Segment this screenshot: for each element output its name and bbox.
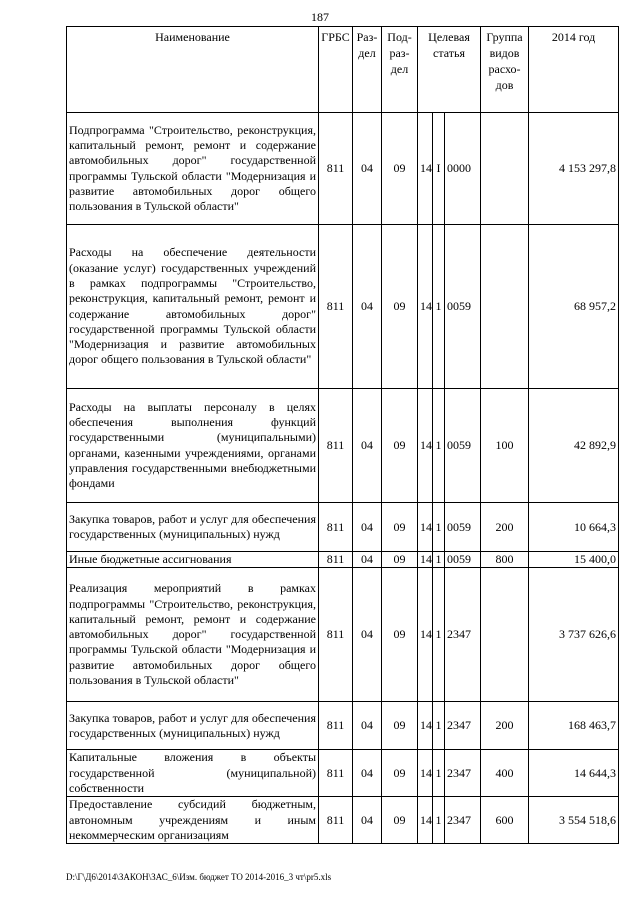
row-name: Закупка товаров, работ и услуг для обеспечения государственных (муниципальных) нужд [67, 702, 319, 750]
row-target-subprogram: 1 [433, 797, 445, 844]
row-target-direction: 0059 [445, 225, 481, 389]
row-target-subprogram: 1 [433, 702, 445, 750]
row-grbs: 811 [319, 389, 353, 503]
row-amount: 4 153 297,8 [529, 113, 619, 225]
row-target-direction: 2347 [445, 750, 481, 797]
row-podrazdel: 09 [382, 750, 418, 797]
table-row [67, 750, 619, 797]
row-target-direction: 0059 [445, 552, 481, 568]
row-target-program: 14 [418, 113, 433, 225]
row-grbs: 811 [319, 113, 353, 225]
row-target-program: 14 [418, 750, 433, 797]
row-podrazdel: 09 [382, 552, 418, 568]
table-header-row [67, 27, 619, 113]
row-expense-group [481, 568, 529, 702]
row-razdel: 04 [353, 568, 382, 702]
table-row [67, 568, 619, 702]
row-grbs: 811 [319, 503, 353, 552]
row-target-program: 14 [418, 552, 433, 568]
row-target-subprogram: 1 [433, 568, 445, 702]
table-row [67, 503, 619, 552]
row-amount: 15 400,0 [529, 552, 619, 568]
row-podrazdel: 09 [382, 702, 418, 750]
row-amount: 168 463,7 [529, 702, 619, 750]
table-row [67, 389, 619, 503]
row-amount: 3 737 626,6 [529, 568, 619, 702]
row-target-program: 14 [418, 389, 433, 503]
row-grbs: 811 [319, 797, 353, 844]
row-target-direction: 2347 [445, 702, 481, 750]
budget-table [66, 26, 619, 844]
row-razdel: 04 [353, 503, 382, 552]
row-name: Предоставление субсидий бюджетным, автономным учреждениям и иным некоммерческим организациям [67, 797, 319, 844]
row-expense-group: 400 [481, 750, 529, 797]
row-name: Закупка товаров, работ и услуг для обеспечения государственных (муниципальных) нужд [67, 503, 319, 552]
row-name: Подпрограмма "Строительство, реконструкция, капитальный ремонт, ремонт и содержание автомобильных дорог" государственной программы Тульской области "Модернизация и развитие автомобильных дорог общего пользования в Тульской области" [67, 113, 319, 225]
row-target-program: 14 [418, 503, 433, 552]
row-expense-group: 100 [481, 389, 529, 503]
row-target-subprogram: 1 [433, 503, 445, 552]
table-body [67, 113, 619, 844]
row-razdel: 04 [353, 750, 382, 797]
row-podrazdel: 09 [382, 797, 418, 844]
header-podrazdel: Под- раз- дел [382, 27, 418, 113]
row-amount: 3 554 518,6 [529, 797, 619, 844]
header-year: 2014 год [529, 27, 619, 113]
row-target-direction: 2347 [445, 568, 481, 702]
row-amount: 42 892,9 [529, 389, 619, 503]
row-name: Реализация мероприятий в рамках подпрограммы "Строительство, реконструкция, капитальный ремонт, ремонт и содержание автомобильных дорог" государственной программы Тульской области "Модернизация и развитие автомобильных дорог общего пользования в Тульской области" [67, 568, 319, 702]
row-grbs: 811 [319, 750, 353, 797]
row-grbs: 811 [319, 552, 353, 568]
row-target-subprogram: 1 [433, 552, 445, 568]
row-expense-group: 200 [481, 702, 529, 750]
row-amount: 10 664,3 [529, 503, 619, 552]
row-name: Иные бюджетные ассигнования [67, 552, 319, 568]
row-target-subprogram: 1 [433, 389, 445, 503]
row-podrazdel: 09 [382, 389, 418, 503]
table-row [67, 797, 619, 844]
table-row [67, 702, 619, 750]
row-target-subprogram: 1 [433, 225, 445, 389]
row-target-subprogram: 1 [433, 750, 445, 797]
table-row [67, 225, 619, 389]
row-target-program: 14 [418, 702, 433, 750]
page-number: 187 [311, 10, 329, 24]
header-razdel: Раз- дел [353, 27, 382, 113]
header-expense-group: Группа видов расхо- дов [481, 27, 529, 113]
table-row [67, 552, 619, 568]
row-expense-group: 800 [481, 552, 529, 568]
row-razdel: 04 [353, 797, 382, 844]
row-amount: 68 957,2 [529, 225, 619, 389]
row-name: Капитальные вложения в объекты государственной (муниципальной) собственности [67, 750, 319, 797]
header-grbs: ГРБС [319, 27, 353, 113]
row-podrazdel: 09 [382, 503, 418, 552]
row-grbs: 811 [319, 702, 353, 750]
row-grbs: 811 [319, 568, 353, 702]
row-podrazdel: 09 [382, 225, 418, 389]
row-target-program: 14 [418, 797, 433, 844]
row-razdel: 04 [353, 552, 382, 568]
row-target-program: 14 [418, 225, 433, 389]
table-row [67, 113, 619, 225]
row-target-direction: 0059 [445, 503, 481, 552]
row-target-direction: 2347 [445, 797, 481, 844]
row-target-program: 14 [418, 568, 433, 702]
row-podrazdel: 09 [382, 568, 418, 702]
row-grbs: 811 [319, 225, 353, 389]
row-name: Расходы на обеспечение деятельности (оказание услуг) государственных учреждений в рамках подпрограммы "Строительство, реконструкция, капитальный ремонт, ремонт и содержание автомобильных дорог" государственной программы Тульской области "Модернизация и развитие автомобильных дорог общего пользования в Тульской области" [67, 225, 319, 389]
row-expense-group: 600 [481, 797, 529, 844]
row-target-subprogram: I [433, 113, 445, 225]
row-name: Расходы на выплаты персоналу в целях обеспечения выполнения функций государственными (муниципальными) органами, казенными учреждениями, органами управления государственными внебюджетными фондами [67, 389, 319, 503]
row-podrazdel: 09 [382, 113, 418, 225]
row-razdel: 04 [353, 389, 382, 503]
row-expense-group [481, 113, 529, 225]
row-expense-group: 200 [481, 503, 529, 552]
row-amount: 14 644,3 [529, 750, 619, 797]
footer-file-path: D:\Г\Д6\2014\ЗАКОН\ЗАС_6\Изм. бюджет ТО 2014-2016_3 чт\pr5.xls [66, 872, 332, 882]
row-razdel: 04 [353, 113, 382, 225]
row-razdel: 04 [353, 225, 382, 389]
row-razdel: 04 [353, 702, 382, 750]
header-name: Наименование [67, 27, 319, 113]
header-target-article: Целевая статья [418, 27, 481, 113]
row-target-direction: 0059 [445, 389, 481, 503]
row-expense-group [481, 225, 529, 389]
row-target-direction: 0000 [445, 113, 481, 225]
